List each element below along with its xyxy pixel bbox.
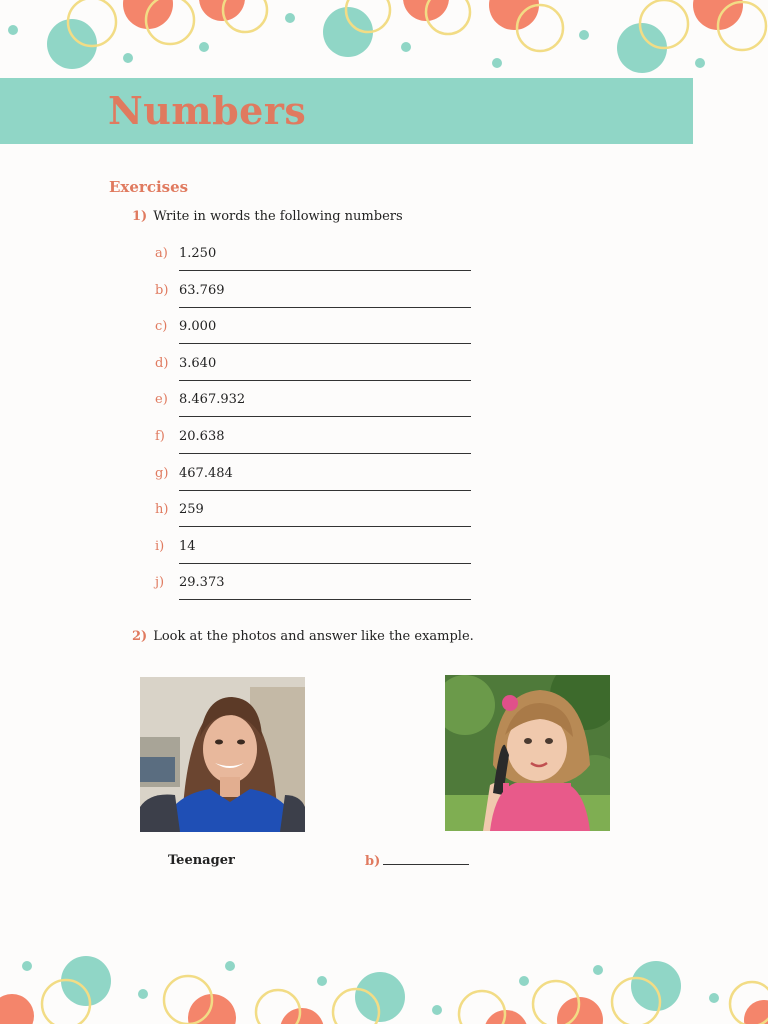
bottom-decoration: [0, 950, 768, 1024]
exercise-prompt-text: Look at the photos and answer like the example.: [153, 629, 474, 644]
item-number: 1.250: [179, 246, 217, 261]
item-label: a): [155, 246, 168, 261]
photo-teenager: [140, 677, 305, 832]
answer-b: [365, 853, 469, 869]
title-band: [0, 78, 693, 144]
item-number: 20.638: [179, 429, 225, 444]
exercise-item: [155, 319, 475, 355]
page-title: Numbers: [108, 88, 307, 133]
item-label: f): [155, 429, 165, 444]
item-number: 8.467.932: [179, 392, 246, 408]
exercise-item: [155, 392, 475, 428]
item-number: 9.000: [179, 319, 217, 335]
answer-line[interactable]: [179, 599, 471, 600]
item-label: i): [155, 538, 165, 554]
answer-blank-line[interactable]: [383, 853, 469, 865]
item-label: b): [155, 282, 169, 298]
exercise-item: [155, 356, 475, 392]
answer-line[interactable]: [179, 380, 471, 381]
exercise-item: [155, 429, 475, 465]
item-label: e): [155, 392, 168, 408]
item-label: j): [155, 575, 165, 591]
answer-line[interactable]: [179, 490, 471, 491]
item-label: d): [155, 355, 169, 371]
exercise-item: [155, 283, 475, 319]
answer-line[interactable]: [179, 343, 471, 344]
exercise-prompt-text: Write in words the following numbers: [153, 209, 403, 224]
answer-line[interactable]: [179, 526, 471, 527]
exercise-1-prompt: [132, 209, 403, 224]
answer-line[interactable]: [179, 563, 471, 564]
answer-line[interactable]: [179, 270, 471, 271]
item-number: 29.373: [179, 575, 225, 591]
exercise-number: 2): [132, 629, 148, 644]
answer-line[interactable]: [179, 307, 471, 308]
exercise-item: [155, 246, 475, 282]
item-number: 63.769: [179, 282, 225, 298]
item-number: 467.484: [179, 465, 233, 481]
section-title: Exercises: [109, 178, 189, 196]
answer-label: b): [365, 854, 381, 869]
example-answer: Teenager: [168, 853, 235, 868]
exercise-number: 1): [132, 209, 148, 224]
item-label: h): [155, 502, 169, 518]
item-label: c): [155, 319, 168, 335]
exercise-2-prompt: [132, 629, 474, 644]
item-number: 14: [179, 538, 196, 554]
item-number: 259: [179, 502, 204, 518]
answer-line[interactable]: [179, 453, 471, 454]
exercise-item: [155, 575, 475, 611]
top-decoration: [0, 0, 768, 78]
photo-child: [445, 675, 610, 831]
item-label: g): [155, 465, 169, 481]
exercise-item: [155, 539, 475, 575]
item-number: 3.640: [179, 355, 217, 371]
exercise-item: [155, 466, 475, 502]
exercise-item: [155, 502, 475, 538]
answer-line[interactable]: [179, 416, 471, 417]
